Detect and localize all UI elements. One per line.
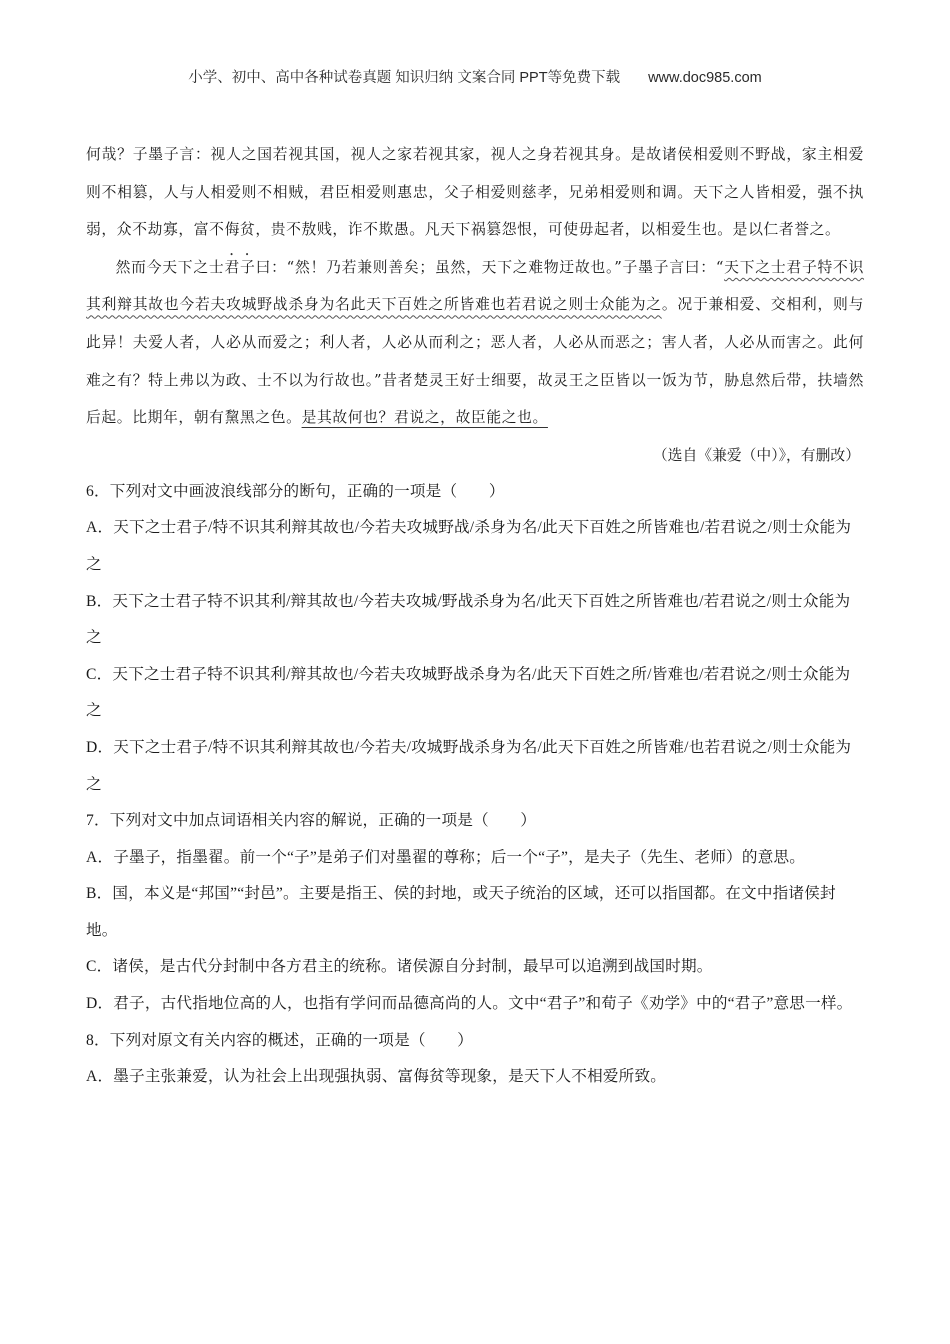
header-site: www.doc985.com (648, 70, 762, 86)
questions-section (86, 474, 864, 1096)
question-6-option-b: B．天下之士君子特不识其利/辩其故也/今若夫攻城/野战杀身为名/此天下百姓之所皆难也/若君说之/则士众能为之 (86, 592, 851, 647)
question-6-stem: 6．下列对文中画波浪线部分的断句，正确的一项是（ ） (86, 482, 505, 500)
question-7-stem: 7．下列对文中加点词语相关内容的解说，正确的一项是（ ） (86, 812, 537, 830)
question-6-option-a: A．天下之士君子/特不识其利辩其故也/今若夫攻城野战/杀身为名/此天下百姓之所皆难也/若君说之/则士众能为之 (86, 519, 852, 573)
question-7-option-c: C．诸侯，是古代分封制中各方君主的统称。诸侯源自分封制，最早可以追溯到战国时期。 (86, 958, 713, 976)
question-6-option-d: D．天下之士君子/特不识其利辩其故也/今若夫/攻城野战杀身为名/此天下百姓之所皆难/也若君说之/则士众能为之 (86, 738, 852, 793)
question-7-option-d: D．君子，古代指地位高的人，也指有学问而品德高尚的人。文中“君子”和荀子《劝学》中的“君子”意思一样。 (86, 995, 853, 1013)
underlined-sentence: 是其故何也？君说之，故臣能之也。 (301, 409, 548, 427)
passage-source: （选自《兼爱（中）》，有删改） (652, 446, 860, 464)
wavy-underlined-sentence: 天下之士君子特不识其利辩其故也今若夫攻城野战杀身为名此天下百姓之所皆难也若君说之则士众能为之 (86, 258, 865, 314)
p2-pre: 然而今天下之士 (115, 258, 225, 276)
question-7-option-b: B．国，本义是“邦国”“封邑”。主要是指王、侯的封地，或天子统治的区域，还可以指国都。在文中指诸侯封地。 (86, 885, 836, 939)
question-8-option-a: A．墨子主张兼爱，认为社会上出现强执弱、富侮贫等现象，是天下人不相爱所致。 (86, 1068, 667, 1086)
question-8-stem: 8．下列对原文有关内容的概述，正确的一项是（ ） (86, 1031, 474, 1049)
question-7-option-a: A．子墨子，指墨翟。前一个“子”是弟子们对墨翟的尊称；后一个“子”，是夫子（先生、老师）的意思。 (86, 848, 806, 866)
passage-paragraph-1: 何哉？子墨子言：视人之国若视其国，视人之家若视其家，视人之身若视其身。是故诸侯相爱则不野战，家主相爱则不相篡，人与人相爱则不相贼，君臣相爱则惠忠，父子相爱则慈孝，兄弟相爱则和调。天下之人皆相爱，强不执弱，众不劫寡，富不侮贫，贵不敖贱，诈不欺愚。凡天下祸篡怨恨，可使毋起者，以相爱生也。是以仁者誉之。 (86, 146, 864, 239)
classical-passage (86, 136, 864, 437)
dotted-word: 君子 (224, 258, 256, 276)
page-header (86, 0, 864, 96)
p2-mid: 曰：“然！乃若兼则善矣；虽然，天下之难物迂故也。”子墨子言曰：“ (255, 258, 725, 276)
passage-paragraph-2 (86, 249, 864, 437)
question-6-option-c: C．天下之士君子特不识其利/辩其故也/今若夫攻城野战杀身为名/此天下百姓之所/皆难也/若君说之/则士众能为之 (86, 665, 851, 720)
p2-post: 。况于兼相爱、交相利，则与此异！夫爱人者，人必从而爱之；利人者，人必从而利之；恶人者，人必从而恶之；害人者，人必从而害之。此何难之有？特上弗以为政、士不以为行故也。”昔者楚灵王好士细要，故灵王之臣皆以一饭为节，胁息然后带，扶墙然后起。比期年，朝有黧黑之色。 (86, 296, 864, 427)
header-text: 小学、初中、高中各种试卷真题 知识归纳 文案合同 PPT等免费下载 (188, 70, 621, 86)
